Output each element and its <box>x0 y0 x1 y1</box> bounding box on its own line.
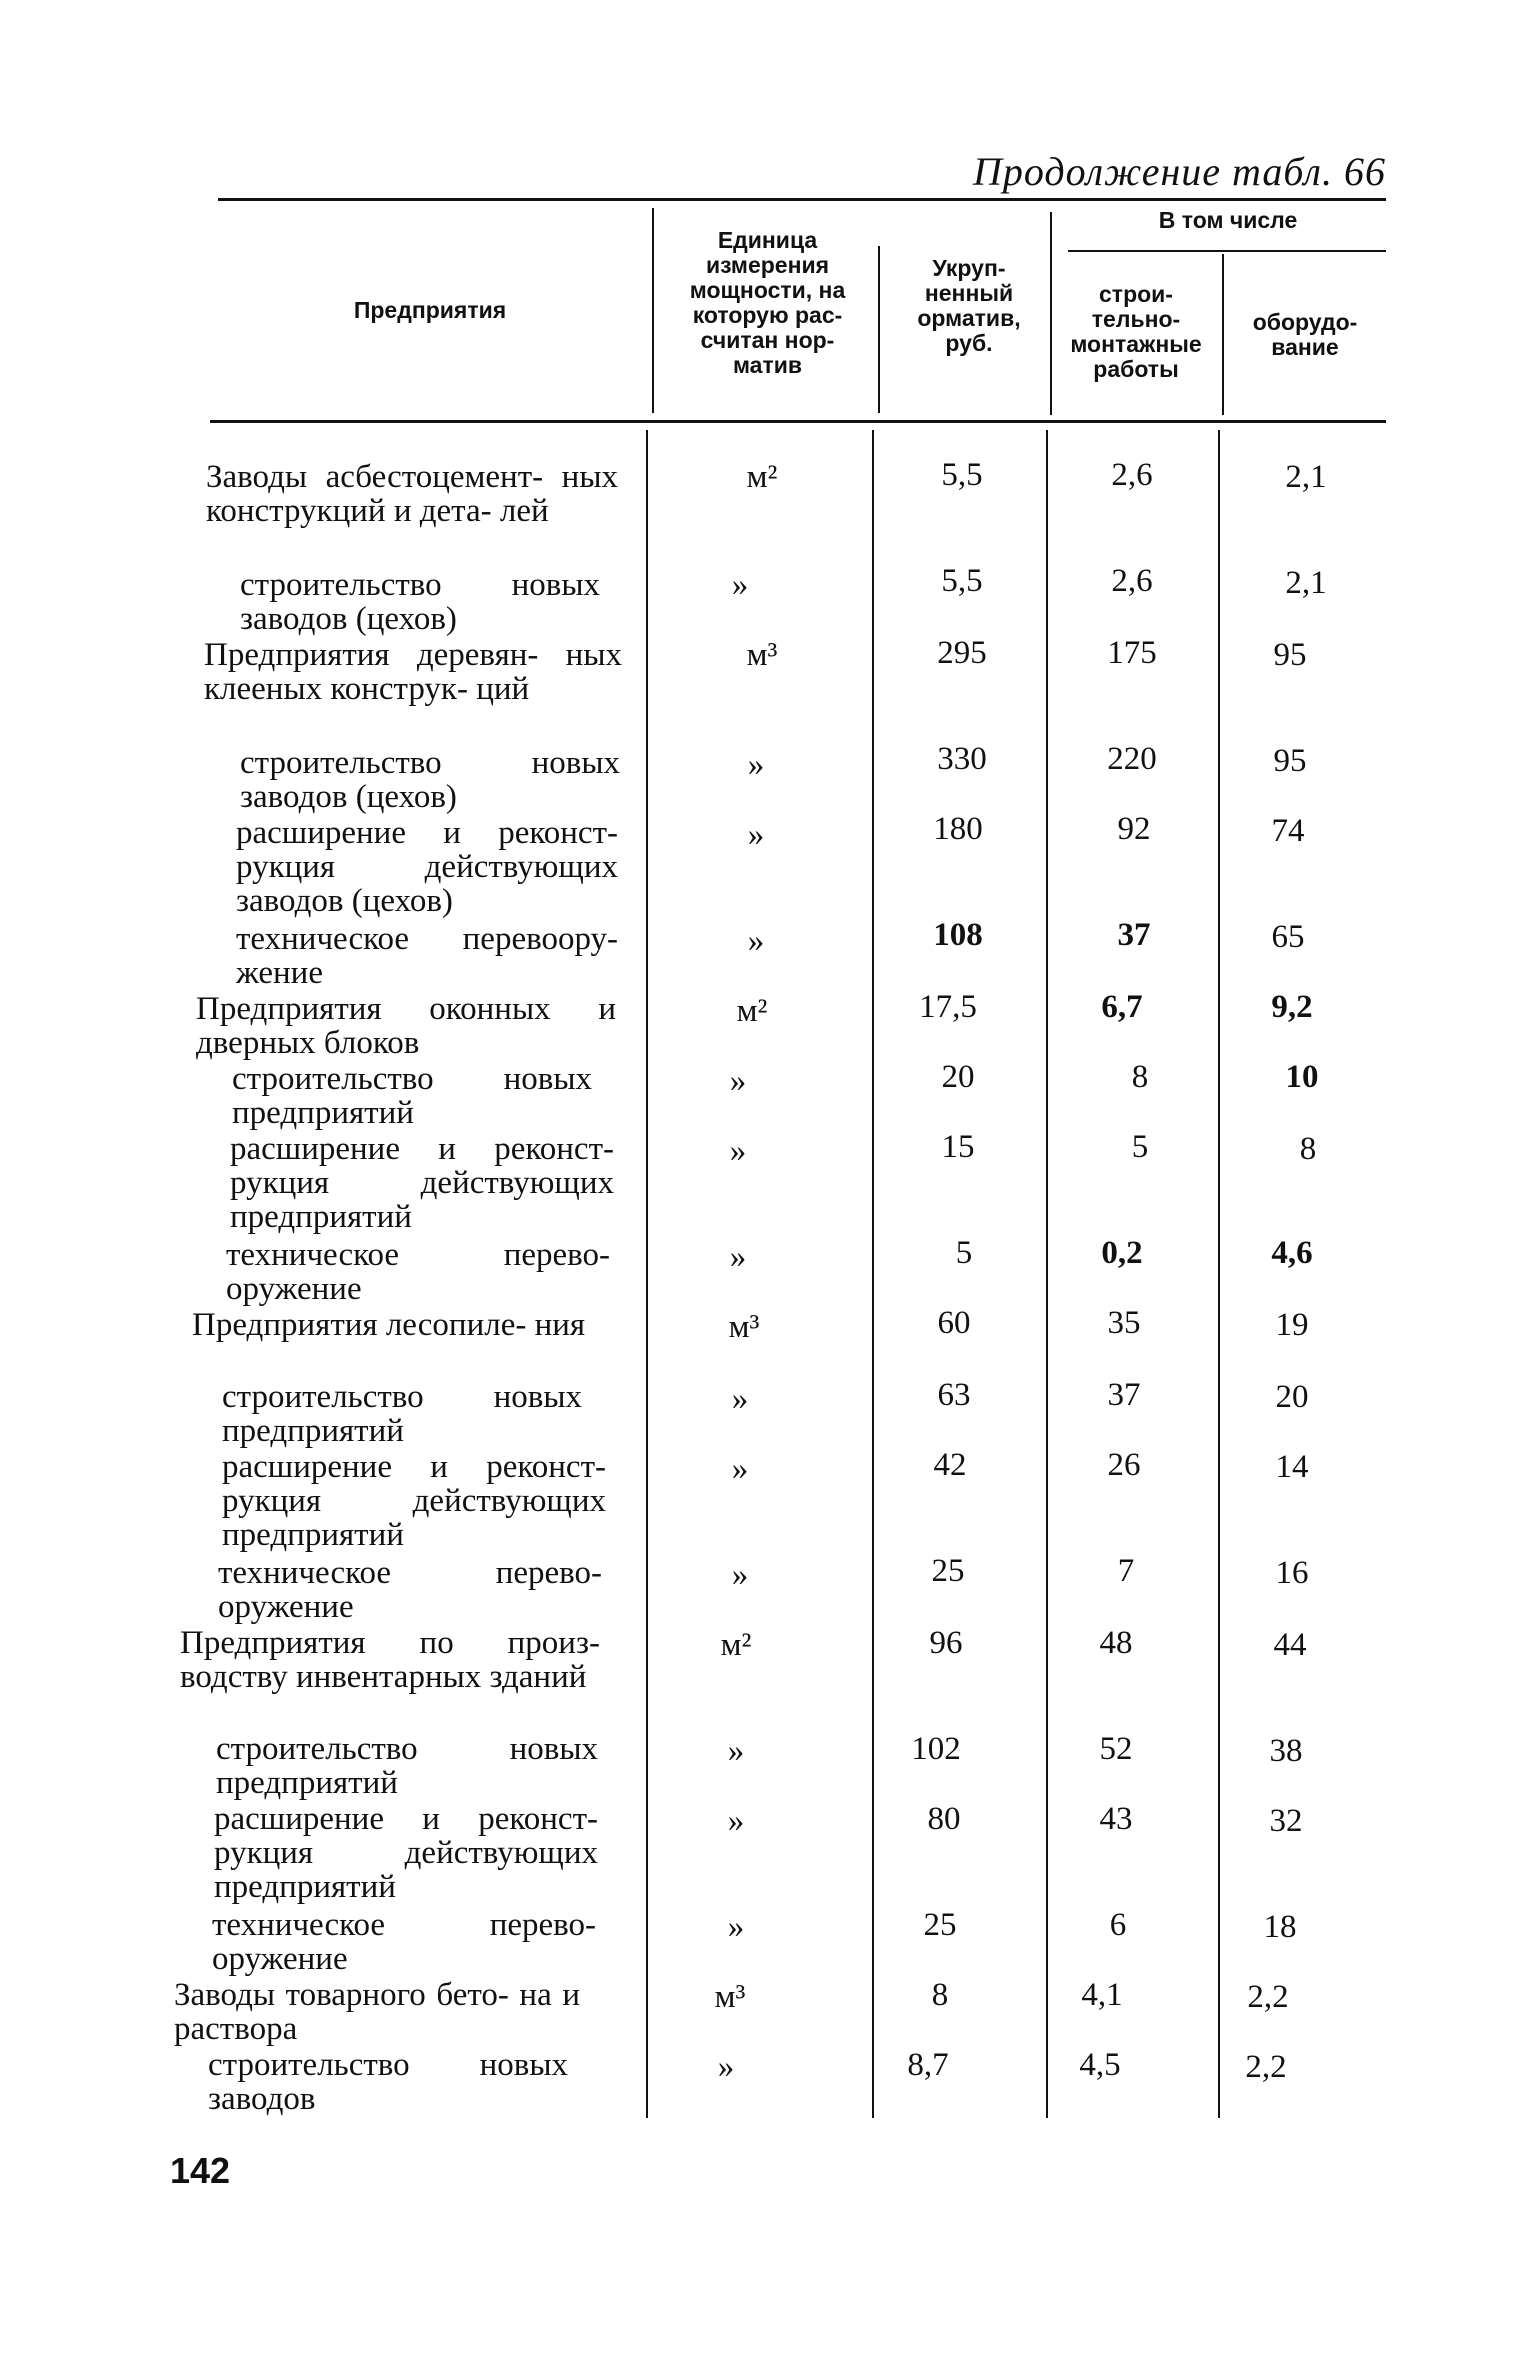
row-total: 5 <box>955 1235 973 1271</box>
row-equipment: 16 <box>1275 1555 1309 1591</box>
row-total: 8 <box>931 1977 949 2013</box>
row-unit: м² <box>720 1627 752 1663</box>
row-total: 25 <box>931 1553 965 1589</box>
row-construction: 6 <box>1109 1907 1127 1943</box>
row-total: 63 <box>937 1377 971 1413</box>
row-unit: » <box>731 1451 749 1487</box>
row-unit: м² <box>746 459 778 495</box>
row-construction: 37 <box>1117 917 1151 953</box>
row-name: Заводы асбестоцемент- ных конструкций и дета- лей <box>206 459 618 529</box>
row-total: 60 <box>937 1305 971 1341</box>
row-equipment: 10 <box>1285 1059 1319 1095</box>
including-subrule <box>1068 250 1386 252</box>
row-total: 8,7 <box>907 2047 949 2083</box>
row-construction: 52 <box>1099 1731 1133 1767</box>
row-construction: 6,7 <box>1101 989 1143 1025</box>
row-unit: » <box>727 1909 745 1945</box>
header-equipment: оборудо- вание <box>1252 309 1358 360</box>
header-unit: Единица измерения мощности, на которую рас- считан нор- матив <box>689 227 846 378</box>
row-equipment: 2,1 <box>1285 459 1327 495</box>
row-name: расширение и реконст- рукция действующих предприятий <box>230 1131 614 1235</box>
row-name: строительство новых заводов <box>208 2047 568 2117</box>
row-construction: 220 <box>1107 741 1157 777</box>
body-divider-1 <box>646 430 648 2118</box>
row-construction: 35 <box>1107 1305 1141 1341</box>
row-construction: 48 <box>1099 1625 1133 1661</box>
row-total: 5,5 <box>941 563 983 599</box>
row-unit: » <box>747 747 765 783</box>
row-total: 102 <box>911 1731 961 1767</box>
row-total: 80 <box>927 1801 961 1837</box>
row-total: 108 <box>933 917 983 953</box>
row-equipment: 4,6 <box>1271 1235 1313 1271</box>
row-unit: » <box>727 1733 745 1769</box>
row-unit: » <box>727 1803 745 1839</box>
table-continuation-title: Продолжение табл. 66 <box>972 149 1386 194</box>
row-unit: » <box>729 1133 747 1169</box>
row-equipment: 9,2 <box>1271 989 1313 1025</box>
row-construction: 4,1 <box>1081 1977 1123 2013</box>
table-top-rule <box>218 198 1386 201</box>
row-equipment: 2,2 <box>1247 1979 1289 2015</box>
header-total-norm: Укруп- ненный орматив, руб. <box>917 255 1021 356</box>
row-name: расширение и реконст- рукция действующих предприятий <box>214 1801 598 1905</box>
row-unit: » <box>729 1239 747 1275</box>
row-construction: 2,6 <box>1111 457 1153 493</box>
header-bottom-rule <box>210 420 1386 423</box>
row-name: строительство новых заводов (цехов) <box>240 567 600 637</box>
row-total: 5,5 <box>941 457 983 493</box>
row-equipment: 20 <box>1275 1379 1309 1415</box>
row-equipment: 74 <box>1271 813 1305 849</box>
row-name: Предприятия оконных и дверных блоков <box>196 991 616 1061</box>
row-total: 42 <box>933 1447 967 1483</box>
row-construction: 26 <box>1107 1447 1141 1483</box>
header-divider-1 <box>652 208 654 413</box>
row-name: строительство новых предприятий <box>232 1061 592 1131</box>
row-construction: 7 <box>1117 1553 1135 1589</box>
page-number: 142 <box>170 2150 231 2191</box>
row-name: расширение и реконст- рукция действующих предприятий <box>222 1449 606 1553</box>
body-divider-4 <box>1218 430 1220 2118</box>
header-enterprises: Предприятия <box>353 297 507 323</box>
row-total: 96 <box>929 1625 963 1661</box>
row-name: техническое перево- оружение <box>212 1907 596 1977</box>
header-construction-works: строи- тельно- монтажные работы <box>1070 281 1202 382</box>
header-including: В том числе <box>1158 207 1298 233</box>
row-total: 330 <box>937 741 987 777</box>
body-divider-2 <box>872 430 874 2118</box>
row-equipment: 95 <box>1273 743 1307 779</box>
row-name: строительство новых предприятий <box>222 1379 582 1449</box>
row-construction: 175 <box>1107 635 1157 671</box>
row-construction: 0,2 <box>1101 1235 1143 1271</box>
row-name: расширение и реконст- рукция действующих заводов (цехов) <box>236 815 618 919</box>
row-name: техническое перево- оружение <box>226 1237 610 1307</box>
row-name: Предприятия деревян- ных клееных конструк- ций <box>204 637 622 707</box>
row-equipment: 18 <box>1263 1909 1297 1945</box>
row-unit: м³ <box>728 1309 760 1345</box>
row-unit: » <box>717 2049 735 2085</box>
row-equipment: 44 <box>1273 1627 1307 1663</box>
row-name: техническое перево- оружение <box>218 1555 602 1625</box>
row-name: Предприятия по произ- водству инвентарных зданий <box>180 1625 600 1695</box>
row-equipment: 19 <box>1275 1307 1309 1343</box>
row-total: 20 <box>941 1059 975 1095</box>
row-total: 17,5 <box>919 989 977 1025</box>
row-equipment: 2,1 <box>1285 565 1327 601</box>
header-divider-4 <box>1222 254 1224 415</box>
row-total: 295 <box>937 635 987 671</box>
body-divider-3 <box>1046 430 1048 2118</box>
row-construction: 5 <box>1131 1129 1149 1165</box>
row-unit: » <box>747 923 765 959</box>
row-total: 180 <box>933 811 983 847</box>
row-equipment: 2,2 <box>1245 2049 1287 2085</box>
row-unit: м³ <box>746 637 778 673</box>
row-name: Заводы товарного бето- на и раствора <box>174 1977 580 2047</box>
row-unit: м³ <box>714 1979 746 2015</box>
row-construction: 92 <box>1117 811 1151 847</box>
row-construction: 2,6 <box>1111 563 1153 599</box>
row-unit: » <box>731 567 749 603</box>
row-equipment: 8 <box>1299 1131 1317 1167</box>
row-unit: » <box>729 1063 747 1099</box>
row-construction: 43 <box>1099 1801 1133 1837</box>
row-equipment: 65 <box>1271 919 1305 955</box>
row-construction: 4,5 <box>1079 2047 1121 2083</box>
row-unit: » <box>731 1381 749 1417</box>
row-unit: » <box>747 817 765 853</box>
row-equipment: 14 <box>1275 1449 1309 1485</box>
row-name: техническое перевоору- жение <box>236 921 618 991</box>
row-name: Предприятия лесопиле- ния <box>192 1307 586 1343</box>
row-equipment: 32 <box>1269 1803 1303 1839</box>
row-name: строительство новых предприятий <box>216 1731 598 1801</box>
row-unit: » <box>731 1557 749 1593</box>
row-construction: 37 <box>1107 1377 1141 1413</box>
header-divider-2 <box>878 246 880 413</box>
row-name: строительство новых заводов (цехов) <box>240 745 620 815</box>
row-total: 25 <box>923 1907 957 1943</box>
row-total: 15 <box>941 1129 975 1165</box>
row-equipment: 38 <box>1269 1733 1303 1769</box>
row-construction: 8 <box>1131 1059 1149 1095</box>
row-equipment: 95 <box>1273 637 1307 673</box>
row-unit: м² <box>736 993 768 1029</box>
